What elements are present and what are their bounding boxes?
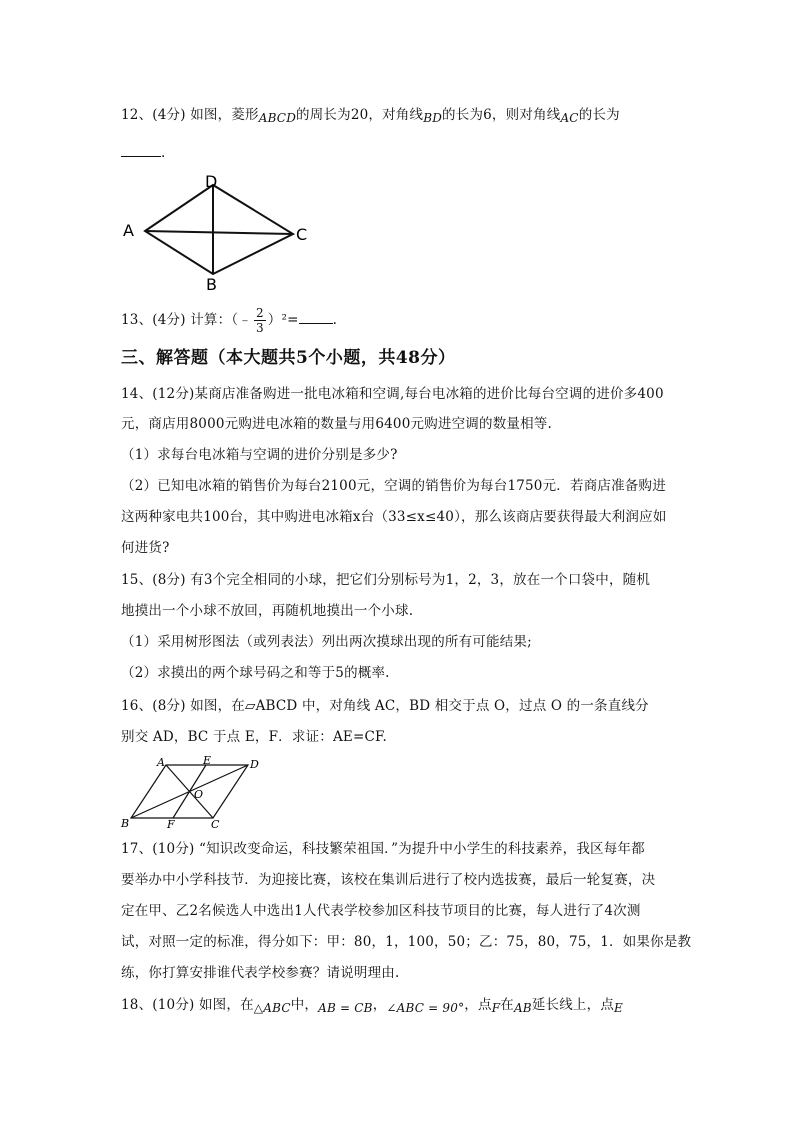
q17-line4: 试，对照一定的标准，得分如下：甲：80，1，100，50；乙：75，80，75，1．如果你是教	[121, 934, 692, 950]
q15-line1: 15、(8分) 有3个完全相同的小球，把它们分别标号为1，2，3，放在一个口袋中，随机	[121, 572, 651, 588]
q13-prefix: 13、(4分) 计算：（﹣	[121, 312, 252, 328]
parallelogram-label-f: F	[167, 818, 175, 831]
parallelogram-figure	[118, 754, 268, 834]
q18-eq1: AB = CB	[318, 1001, 373, 1015]
q17-line1: 17、(10分) “知识改变命运，科技繁荣祖国．”为提升中小学生的科技素养，我区每年都	[121, 841, 645, 857]
q12-mid2: 的长为6，则对角线	[442, 107, 561, 123]
q17-line5: 练，你打算安排谁代表学校参赛？请说明理由.	[121, 965, 400, 981]
q15-part1: （1）采用树形图法（或列表法）列出两次摸球出现的所有可能结果;	[121, 634, 532, 650]
parallelogram-label-b: B	[121, 817, 130, 830]
q13-end: .	[332, 312, 338, 328]
q18-segment-ab: AB	[513, 1001, 532, 1015]
q14-line1: 14、(12分)某商店准备购进一批电冰箱和空调,每台电冰箱的进价比每台空调的进价多400	[121, 386, 664, 402]
q15-part2: （2）求摸出的两个球号码之和等于5的概率.	[121, 665, 390, 681]
q14-part1: （1）求每台电冰箱与空调的进价分别是多少?	[121, 447, 398, 463]
q13-answer-blank[interactable]	[299, 309, 333, 324]
rhombus-figure	[115, 170, 325, 295]
q18-sep: ，	[372, 997, 387, 1013]
q13-line	[121, 302, 337, 338]
q12-line1	[121, 105, 620, 125]
q18-mid3: 在	[500, 997, 514, 1013]
q13-fraction	[254, 306, 266, 335]
rhombus-label-d: D	[205, 172, 218, 191]
q17-line2: 要举办中小学科技节．为迎接比赛，该校在集训后进行了校内选拔赛，最后一轮复赛，决	[121, 872, 656, 888]
q13-denominator: 3	[255, 321, 264, 335]
q18-point-e: E	[614, 1001, 623, 1015]
q18-triangle: △ABC	[253, 1001, 291, 1015]
q13-suffix: ）²=	[267, 312, 299, 328]
q14-part2-line3: 何进货?	[121, 540, 170, 556]
parallelogram-label-a: A	[157, 756, 165, 769]
q18-mid4: 延长线上，点	[531, 997, 615, 1013]
q12-mid1: 的周长为20，对角线	[296, 107, 424, 123]
rhombus-outline	[145, 185, 293, 274]
q16-line2: 别交 AD，BC 于点 E，F．求证：AE=CF.	[121, 729, 387, 745]
q18-point-f: F	[491, 1001, 501, 1015]
rhombus-label-a: A	[123, 221, 134, 240]
q17-line3: 定在甲、乙2名候选人中选出1人代表学校参加区科技节项目的比赛，每人进行了4次测	[121, 903, 641, 919]
q18-mid1: 中，	[290, 997, 319, 1013]
q12-shape: ABCD	[258, 111, 297, 125]
rhombus-label-b: B	[206, 275, 217, 294]
parallelogram-label-o: O	[194, 788, 204, 801]
parallelogram-label-e: E	[203, 754, 212, 767]
q12-line2	[121, 142, 166, 163]
rhombus-label-c: C	[296, 225, 308, 244]
parallelogram-label-c: C	[211, 818, 220, 831]
q18-eq2: ∠ABC = 90°	[386, 1001, 465, 1015]
q18-mid2: ，点	[464, 997, 492, 1013]
q14-part2-line2: 这两种家电共100台，其中购进电冰箱x台（33≤x≤40），那么该商店要获得最大利润应如	[121, 509, 667, 525]
q12-diag2: AC	[560, 111, 579, 125]
q12-suffix: 的长为	[578, 107, 620, 123]
q14-line2: 元，商店用8000元购进电冰箱的数量与用6400元购进空调的数量相等.	[121, 416, 553, 432]
q12-diag1: BD	[423, 111, 443, 125]
q12-answer-blank[interactable]	[121, 142, 161, 157]
q18-line1	[121, 995, 623, 1015]
q12-end: .	[161, 145, 166, 161]
q13-numerator: 2	[255, 306, 264, 320]
q14-part2-line1: （2）已知电冰箱的销售价为每台2100元，空调的销售价为每台1750元．若商店准备购进	[121, 478, 666, 494]
q12-prefix: 12、(4分) 如图，菱形	[121, 107, 259, 123]
section3-title: 三、解答题（本大题共5个小题，共48分）	[121, 348, 456, 368]
parallelogram-label-d: D	[250, 758, 259, 771]
q15-line2: 地摸出一个小球不放回，再随机地摸出一个小球.	[121, 603, 414, 619]
rhombus-diagonal-ac	[145, 231, 293, 234]
q16-line1: 16、(8分) 如图，在▱ABCD 中，对角线 AC，BD 相交于点 O，过点 O 的一条直线分	[121, 698, 649, 714]
q18-prefix: 18、(10分) 如图，在	[121, 997, 254, 1013]
